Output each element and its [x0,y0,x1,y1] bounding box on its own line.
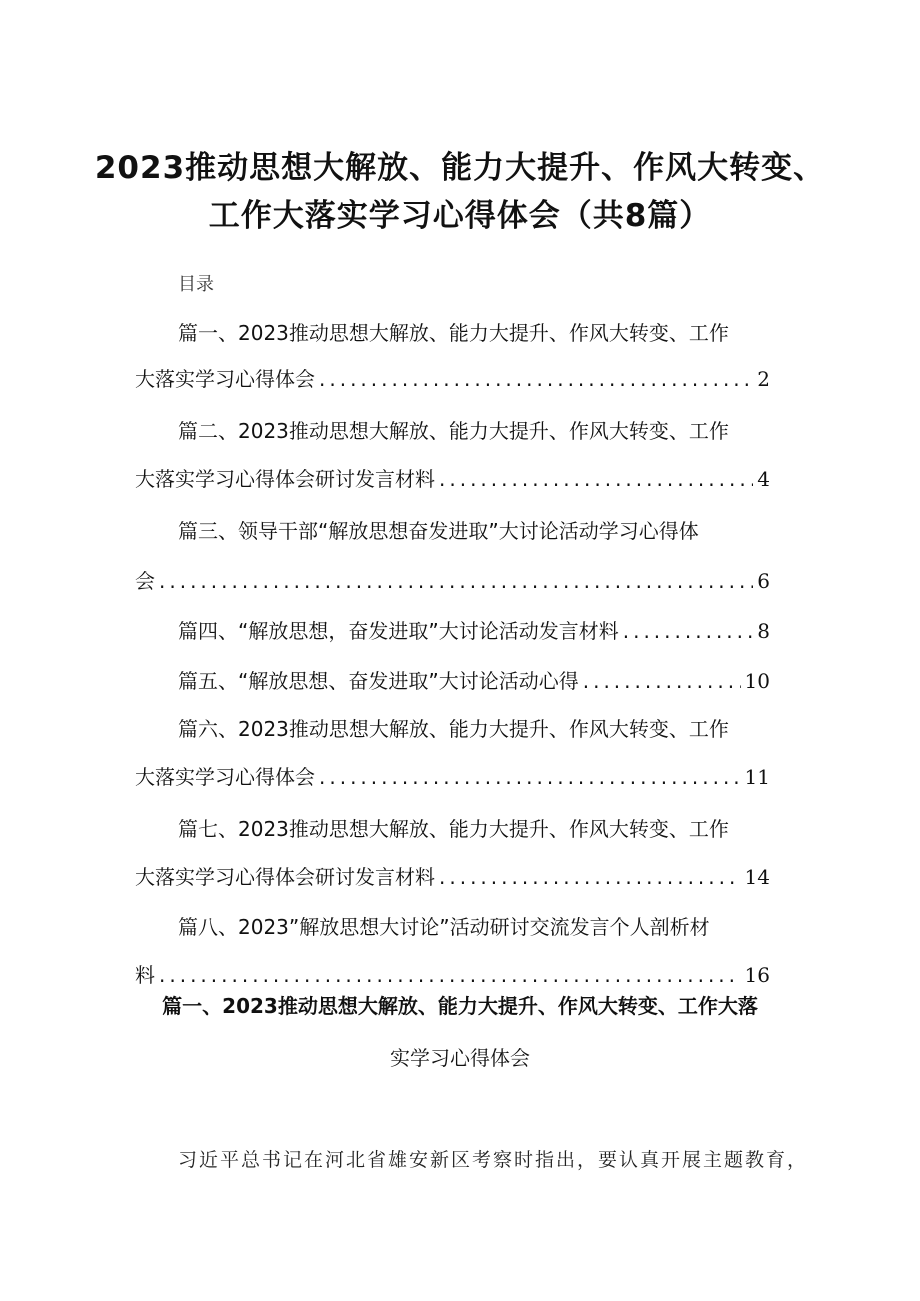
toc-label: 目录 [178,274,214,295]
toc-entry-2-line-1[interactable]: 篇二、2023推动思想大解放、能力大提升、作风大转变、工作 [178,419,729,443]
body-paragraph: 习近平总书记在河北省雄安新区考察时指出，要认真开展主题教育， [178,1149,809,1171]
toc-leader-dots [583,668,741,694]
toc-leader-dots [623,618,754,644]
toc-page-number: 4 [757,467,770,491]
toc-leader-dots [439,864,741,890]
toc-entry-text: 会 [135,569,155,593]
toc-entry-6-line-1[interactable]: 篇六、2023推动思想大解放、能力大提升、作风大转变、工作 [178,717,729,741]
toc-entry-8-line-2[interactable] [135,962,770,988]
section-heading-line-1: 篇一、2023推动思想大解放、能力大提升、作风大转变、工作大落 [162,994,758,1018]
toc-page-number: 16 [744,963,770,987]
toc-entry-text: 大落实学习心得体会 [135,367,315,391]
toc-leader-dots [319,764,741,790]
toc-entry-text: 篇四、“解放思想，奋发进取”大讨论活动发言材料 [178,619,619,643]
toc-page-number: 6 [757,569,770,593]
toc-page-number: 11 [744,765,770,789]
toc-entry-text: 料 [135,963,155,987]
toc-entry-1-line-2[interactable] [135,366,770,392]
section-heading-line-2: 实学习心得体会 [390,1046,530,1070]
toc-page-number: 2 [757,367,770,391]
toc-entry-5[interactable] [178,668,770,694]
toc-page-number: 8 [757,619,770,643]
toc-leader-dots [319,366,753,392]
toc-entry-7-line-1[interactable]: 篇七、2023推动思想大解放、能力大提升、作风大转变、工作 [178,817,729,841]
toc-leader-dots [159,568,753,594]
toc-entry-3-line-2[interactable] [135,568,770,594]
toc-leader-dots [439,466,753,492]
document-title-line-2: 工作大落实学习心得体会（共8篇） [208,198,712,234]
toc-entry-text: 大落实学习心得体会 [135,765,315,789]
toc-entry-1-line-1[interactable]: 篇一、2023推动思想大解放、能力大提升、作风大转变、工作 [178,321,729,345]
toc-entry-6-line-2[interactable] [135,764,770,790]
toc-leader-dots [159,962,741,988]
toc-entry-text: 大落实学习心得体会研讨发言材料 [135,467,435,491]
document-title-line-1: 2023推动思想大解放、能力大提升、作风大转变、 [94,150,826,186]
toc-entry-text: 篇五、“解放思想、奋发进取”大讨论活动心得 [178,669,579,693]
toc-entry-7-line-2[interactable] [135,864,770,890]
toc-page-number: 14 [744,865,770,889]
toc-entry-2-line-2[interactable] [135,466,770,492]
toc-entry-4[interactable] [178,618,770,644]
toc-entry-3-line-1[interactable]: 篇三、领导干部“解放思想奋发进取”大讨论活动学习心得体 [178,519,699,543]
toc-entry-8-line-1[interactable]: 篇八、2023”解放思想大讨论”活动研讨交流发言个人剖析材 [178,915,710,939]
toc-entry-text: 大落实学习心得体会研讨发言材料 [135,865,435,889]
toc-page-number: 10 [744,669,770,693]
